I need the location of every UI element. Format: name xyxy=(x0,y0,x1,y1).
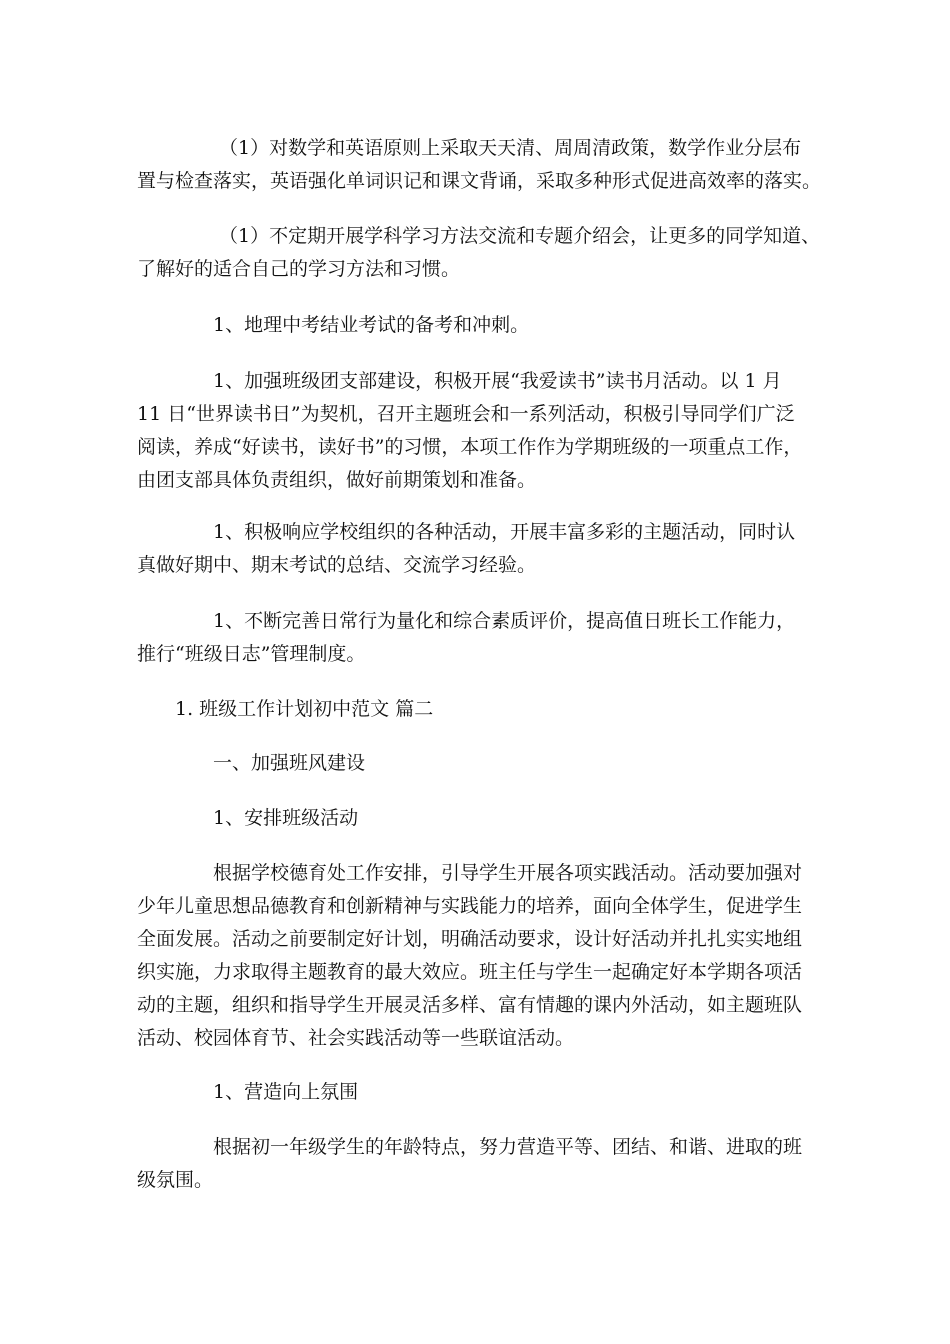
paragraph-school-activities xyxy=(137,516,827,582)
item-heading-atmosphere xyxy=(137,1076,827,1109)
paragraph-line: 阅读，养成“好读书，读好书”的习惯，本项工作作为学期班级的一项重点工作， xyxy=(137,436,803,458)
section-heading xyxy=(137,693,827,726)
item-heading-activities xyxy=(137,802,827,835)
paragraph-line: 1、加强班级团支部建设，积极开展“我爱读书”读书月活动。以 1 月 xyxy=(213,370,782,392)
paragraph-line: 置与检查落实，英语强化单词识记和课文背诵，采取多种形式促进高效率的落实。 xyxy=(137,170,822,192)
paragraph-class-atmosphere xyxy=(137,1131,827,1197)
section-title: 1. 班级工作计划初中范文 篇二 xyxy=(175,698,434,720)
paragraph-line: 全面发展。活动之前要制定好计划，明确活动要求，设计好活动并扎扎实实地组 xyxy=(137,928,803,950)
paragraph-learning-methods xyxy=(137,220,827,286)
paragraph-line: 推行“班级日志”管理制度。 xyxy=(137,643,366,665)
paragraph-line: 由团支部具体负责组织，做好前期策划和准备。 xyxy=(137,469,537,491)
paragraph-line: 活动、校园体育节、社会实践活动等一些联谊活动。 xyxy=(137,1027,575,1049)
paragraph-line: 根据初一年级学生的年龄特点，努力营造平等、团结、和谐、进取的班 xyxy=(213,1136,803,1158)
item-title: 1、安排班级活动 xyxy=(213,807,359,829)
paragraph-line: 1、不断完善日常行为量化和综合素质评价，提高值日班长工作能力， xyxy=(213,610,796,632)
subsection-title: 一、加强班风建设 xyxy=(213,752,366,774)
item-title: 1、营造向上氛围 xyxy=(213,1081,359,1103)
paragraph-line: 了解好的适合自己的学习方法和习惯。 xyxy=(137,258,461,280)
paragraph-line: （1）不定期开展学科学习方法交流和专题介绍会，让更多的同学知道、 xyxy=(219,225,821,247)
paragraph-line: 少年儿童思想品德教育和创新精神与实践能力的培养，面向全体学生，促进学生 xyxy=(137,895,803,917)
paragraph-line: 1、地理中考结业考试的备考和冲刺。 xyxy=(213,314,530,336)
paragraph-line: 根据学校德育处工作安排，引导学生开展各项实践活动。活动要加强对 xyxy=(213,862,803,884)
paragraph-line: 11 日“世界读书日”为契机，召开主题班会和一系列活动，积极引导同学们广泛 xyxy=(137,403,795,425)
paragraph-line: （1）对数学和英语原则上采取天天清、周周清政策，数学作业分层布 xyxy=(219,137,802,159)
paragraph-line: 1、积极响应学校组织的各种活动，开展丰富多彩的主题活动，同时认 xyxy=(213,521,796,543)
paragraph-line: 级氛围。 xyxy=(137,1169,214,1191)
paragraph-line: 织实施，力求取得主题教育的最大效应。班主任与学生一起确定好本学期各项活 xyxy=(137,961,803,983)
paragraph-geography-exam xyxy=(137,309,827,342)
paragraph-line: 真做好期中、期末考试的总结、交流学习经验。 xyxy=(137,554,537,576)
paragraph-study-policy xyxy=(137,132,827,198)
paragraph-line: 动的主题，组织和指导学生开展灵活多样、富有情趣的课内外活动，如主题班队 xyxy=(137,994,803,1016)
paragraph-behavior-evaluation xyxy=(137,605,827,671)
subsection-heading xyxy=(137,747,827,780)
paragraph-reading-month xyxy=(137,365,827,497)
paragraph-practice-activities xyxy=(137,857,827,1055)
